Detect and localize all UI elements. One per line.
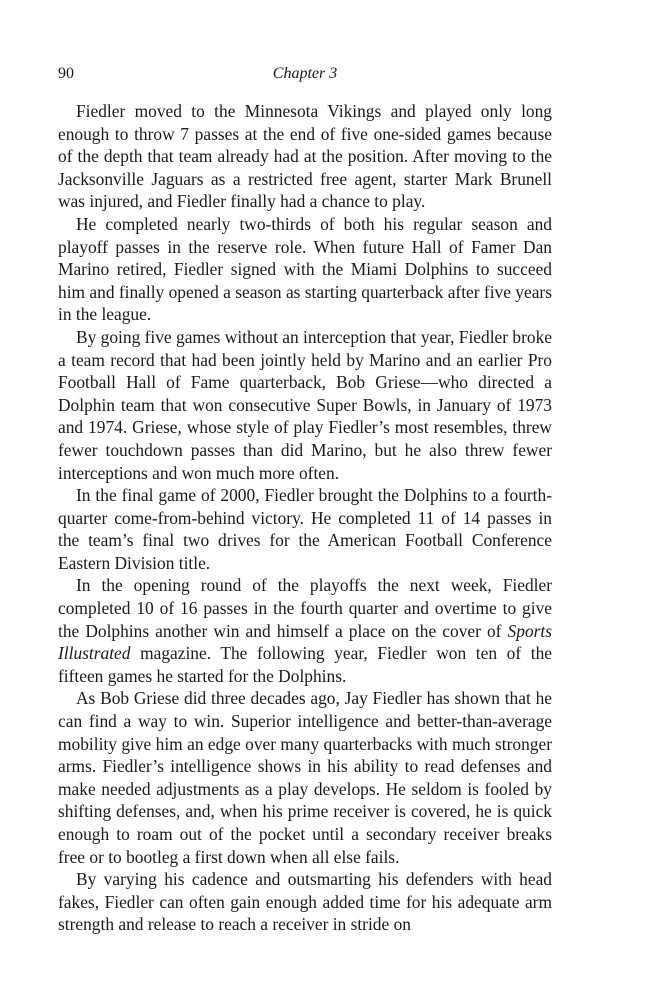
book-page [58, 62, 552, 936]
paragraph: By varying his cadence and outsmarting his defenders with head fakes, Fiedler can often gain enough added time for his adequate arm strength and release to reach a receiver in stride on [58, 869, 552, 935]
paragraph-text: magazine. The following year, Fiedler won ten of the fifteen games he started for the Dolphins. [58, 643, 552, 686]
chapter-title: Chapter 3 [272, 65, 338, 82]
paragraph: By going five games without an interception that year, Fiedler broke a team record that had been jointly held by Marino and an earlier Pro Football Hall of Fame quarterback, Bob Griese—who directed a Dolphin team that won consecutive Super Bowls, in January of 1973 and 1974. Griese, whose style of play Fiedler’s most resembles, threw fewer touchdown passes than did Marino, but he also threw fewer interceptions and won much more often. [58, 326, 552, 483]
paragraph: Fiedler moved to the Minnesota Vikings and played only long enough to throw 7 passes at the end of five one-sided games because of the depth that team already had at the position. After moving to the Jacksonville Jaguars as a restricted free agent, starter Mark Brunell was injured, and Fiedler finally had a chance to play. [58, 101, 552, 212]
page-number: 90 [58, 65, 74, 82]
paragraph: He completed nearly two-thirds of both his regular season and playoff passes in the reserve role. When future Hall of Famer Dan Marino retired, Fiedler signed with the Miami Dolphins to succeed him and finally opened a season as starting quarterback after five years in the league. [58, 213, 552, 325]
paragraph-text: In the opening round of the playoffs the next week, Fiedler completed 10 of 16 passes in the fourth quarter and overtime to give the Dolphins another win and himself a place on the cover of [58, 575, 552, 641]
body-text [58, 100, 552, 936]
magazine-title: Sports Illustrated [58, 620, 552, 664]
paragraph: In the final game of 2000, Fiedler brought the Dolphins to a fourth-quarter come-from-behind victory. He completed 11 of 14 passes in the team’s final two drives for the American Football Conference Eastern Division title. [58, 485, 552, 573]
paragraph [58, 574, 552, 687]
running-head [58, 62, 552, 86]
paragraph: As Bob Griese did three decades ago, Jay Fiedler has shown that he can find a way to win. Superior intelligence and better-than-average mobility give him an edge over many quarterbacks with much stronger arms. Fiedler’s intelligence shows in his ability to read defenses and make needed adjustments as a play develops. He seldom is fooled by shifting defenses, and, when his prime receiver is covered, he is quick enough to roam out of the pocket until a secondary receiver breaks free or to bootleg a first down when all else fails. [58, 688, 552, 867]
